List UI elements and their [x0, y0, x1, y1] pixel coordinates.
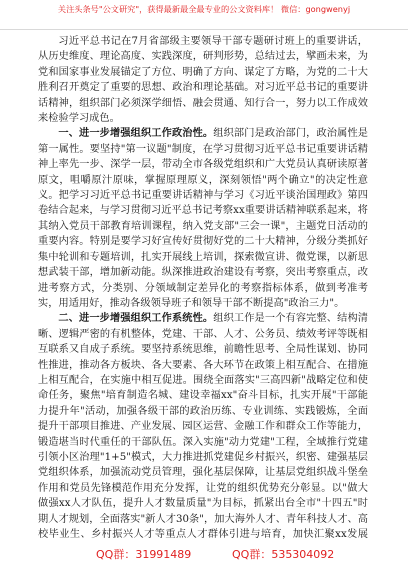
document-body: [38, 34, 368, 540]
header-divider: [0, 29, 408, 30]
paragraph-text: 组织工作是一个有容完整、结构清晰、逻辑严密的有机整体，党建、干部、人才、公务员、绩效考评等既相互联系又自成子系统。要坚持系统思维，前瞻性思考、全局性谋划、协同性推进，推动各方板块、各大要素、各大环节在政策上相互配合、在措施上相互配合，在实施中相互促进。围绕全面落实"三高四新"战略定位和使命任务，聚焦"培育制造名城、建设幸福xx"奋斗目标，扎实开展"干部能力提升年"活动，加强各级干部的政治历练、专业训练、实践锻炼，全面提升干部项目推进、产业发展、园区运营、金融工作和群众工作等能力，锻造堪当时代重任的干部队伍。深入实施"动力党建"工程，全域推行党建引领小区治理"1+5"模式，大力推进抓党建促乡村振兴，织密、建强基层党组织体系，加强流动党员管理，强化基层保障，让基层党组织战斗堡垒作用和党员先锋模范作用充分发挥，让党的组织优势充分彰显。以"做大做强xx人才队伍，提升人才数量质量"为目标，抓紧出台全市"十四五"时期人才规划，全面落实"新人才30条"，加大海外人才、青年科技人才、高校毕业生、乡村振兴人才等重点人才群体引进与培育，加快汇聚xx发展: [38, 313, 368, 540]
paragraph-heading: 二、进一步增强组织工作系统性。: [58, 313, 214, 325]
paragraph-text: 习近平总书记在7月省部级主要领导干部专题研讨班上的重要讲话，从历史维度、理论高度、实践深度，研判形势，总结过去，擘画未来，为党和国家事业发展锚定了方位、明确了方向、谋定了方略，为党的二十大胜利召开奠定了重要的思想、政治和理论基础。对习近平总书记的重要讲话精神，组织部门必须深学细悟、融会贯通、知行合一，努力以工作成效来检验学习成色。: [38, 36, 368, 125]
paragraph-section-1: [38, 126, 368, 311]
footer-qq-group-1: QQ群：31991489: [96, 548, 192, 561]
paragraph-text: 组织部门是政治部门，政治属性是第一属性。要坚持"第一议题"制度，在学习贯彻习近平总书记重要讲话精神上率先一步、深学一层，带动全市各级党组织和广大党员认真研读原著原文，咀嚼原汁原味，掌握原理原义，深刻领悟"两个确立"的决定性意义。把学习习近平总书记重要讲话精神与学习《习近平谈治国理政》第四卷结合起来，与学习贯彻习近平总书记考察xx重要讲话精神联系起来，将其纳入党员干部教育培训课程，纳入党支部"三会一课"，主题党日活动的重要内容。特别是要学习好宣传好贯彻好党的二十大精神，分级分类抓好集中轮训和专题培训，扎实开展线上培训，探索微宣讲、微党课，以新思想武装干部，增加新动能。纵深推进政治建设有考察，突出考察重点，改进考察方式，分类别、分领域制定差异化的考察指标体系，做到考准考实，用适用好，推动各级领导班子和领导干部不断提高"政治三力"。: [38, 128, 368, 309]
footer-qq-group-2: QQ群：535304092: [232, 548, 335, 561]
paragraph-section-2: [38, 311, 368, 540]
header-promo-text: 关注头条号"公文研究"，获得最新最全最专业的公文资料库！ 微信：gongwenyj: [57, 4, 351, 14]
page-header: [0, 0, 408, 30]
paragraph-heading: 一、进一步增强组织工作政治性。: [58, 128, 214, 140]
paragraph-intro: [38, 34, 368, 126]
page-footer: [0, 546, 408, 562]
